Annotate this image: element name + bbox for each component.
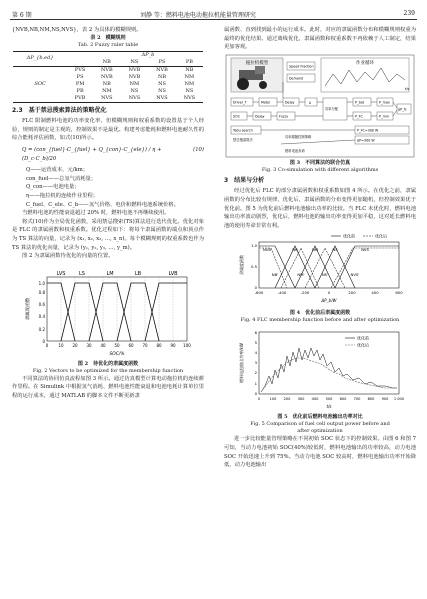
- svg-text:Demand: Demand: [289, 76, 303, 81]
- svg-text:NB': NB': [271, 272, 279, 278]
- curves-after: [259, 248, 399, 288]
- fig2-caption-en: Fig. 2 Vectors to be optimized for the membership function: [32, 367, 184, 374]
- intro-text: {NVB,NB,NM,NS,NVS}，表 2 为具体的模糊规则。: [12, 27, 142, 33]
- plot-frame: [259, 242, 399, 288]
- table-group-head: ΔP_b: [93, 51, 203, 59]
- svg-text:200: 200: [348, 290, 356, 296]
- variable-def: C_fuel、C_ele、C_b——氢气价格、电价和燃料电池系统价格。: [26, 201, 179, 208]
- fig4-caption: 图 4 优化前后隶属度函数: [289, 310, 351, 317]
- svg-text:6: 6: [254, 330, 257, 336]
- equation: [12, 146, 204, 163]
- paragraph: 经过优化后 FLC 的部分隶属函数和权重系数如图 4 所示。在优化之前，隶属函数的分布比较有规律，优化后，隶属函数的分布变得更加随机，但控制效果优于优化前。图 5 为优化前后燃料电池输出功率的比较。当 FLC 未优化时，燃料电池输出功率波动剧烈，优化后，燃料电池的输出功率变得更加平稳，这对延长燃料电池的使用寿命非常有利。: [224, 188, 416, 229]
- svg-text:0.6: 0.6: [38, 301, 45, 307]
- svg-text:600: 600: [339, 397, 347, 402]
- table-cell: NS: [130, 87, 139, 94]
- svg-text:400: 400: [311, 397, 319, 402]
- svg-text:Tabu search: Tabu search: [233, 128, 253, 133]
- table-cell: NVS: [148, 95, 176, 103]
- svg-text:60: 60: [128, 342, 134, 348]
- svg-text:P_max: P_max: [379, 100, 390, 105]
- svg-text:Speed Fraction: Speed Fraction: [289, 64, 314, 69]
- table-cell: NB: [185, 66, 194, 73]
- svg-text:0: 0: [327, 290, 331, 296]
- svg-text:μ: μ: [309, 100, 312, 105]
- svg-text:Driver_T: Driver_T: [233, 100, 247, 105]
- fc-power-comparison-figure: [235, 326, 405, 412]
- x-axis-label: SOC/%: [109, 351, 125, 357]
- equation-body: Q = (con_{fuel}·C_{fuel} + Q_{con}·C_{ele}) / η + (D_c·C_b)/20: [22, 146, 162, 162]
- table-row: [13, 74, 203, 81]
- svg-text:30: 30: [86, 342, 92, 348]
- variable-def: Q_con——电池电量；: [26, 184, 80, 191]
- t-axis-label: t/s: [405, 86, 410, 91]
- table-cell: NVS: [121, 95, 149, 103]
- svg-text:800: 800: [367, 397, 375, 402]
- svg-text:功率跟随控制策略: 功率跟随控制策略: [285, 134, 312, 139]
- y-axis-label: 隶属度函数: [239, 255, 244, 276]
- svg-text:0: 0: [45, 342, 49, 348]
- y-axis-label: 燃料电池输出功率/kW: [239, 343, 244, 384]
- svg-text:NS: NS: [332, 247, 338, 253]
- table-cell: NVB: [156, 66, 168, 73]
- paragraph: 图 2 为隶属函数待优化的向量的位置。: [22, 253, 114, 260]
- section-heading: 3 结果与分析: [224, 176, 265, 184]
- svg-text:700: 700: [353, 397, 361, 402]
- svg-text:0.5: 0.5: [250, 264, 257, 270]
- y-axis-label: 隶属度函数: [26, 297, 31, 320]
- fig5-caption-en: Fig. 5 Comparison of fuel cell output power before and: [250, 421, 390, 428]
- variable-list: [12, 166, 204, 209]
- y-ticks: [255, 330, 258, 396]
- table-cell: NM: [184, 73, 195, 80]
- svg-text:SOC: SOC: [233, 114, 240, 119]
- svg-text:4: 4: [254, 350, 257, 356]
- fig5-caption: 图 5 优化前后燃料电池输出功率对比: [277, 414, 363, 421]
- table-row-head: PS: [76, 73, 84, 80]
- svg-text:200: 200: [283, 397, 291, 402]
- table-row: [13, 66, 203, 74]
- table-cell: NM: [184, 80, 195, 87]
- svg-text:20: 20: [72, 342, 78, 348]
- table-row-head: PVS: [74, 66, 86, 73]
- section-heading: 2.3 基于禁忌搜索算法的策略优化: [12, 106, 107, 114]
- svg-text:NB: NB: [292, 247, 298, 253]
- variable-def: con_fuel——总氢气消耗量；: [26, 175, 97, 182]
- svg-text:Motor: Motor: [261, 100, 271, 105]
- table-row: [13, 88, 203, 95]
- svg-text:900: 900: [381, 397, 389, 402]
- running-title: 刘静 等：燃料电池电动拖拉机能量管理研究: [140, 12, 256, 19]
- table2-title-en: Tab. 2 Fuzzy ruler table: [77, 41, 139, 48]
- svg-text:300: 300: [297, 397, 305, 402]
- vector-guides: [61, 277, 173, 341]
- table2-title: 表 2 模糊规则: [90, 34, 126, 41]
- svg-text:NVB: NVB: [262, 247, 272, 253]
- page-number: 239: [403, 10, 415, 17]
- svg-text:P_FC=300 W: P_FC=300 W: [357, 128, 379, 133]
- variable-def: η——拖拉机的连续作业里程；: [26, 192, 99, 199]
- work-cycle-label: 作业循环: [356, 60, 374, 66]
- left-column: [12, 26, 204, 400]
- svg-text:100: 100: [269, 397, 277, 402]
- svg-text:400: 400: [371, 290, 379, 296]
- table-row-head: PVB: [67, 95, 93, 103]
- table-row: [13, 95, 203, 103]
- svg-text:NVS': NVS': [350, 272, 360, 278]
- svg-text:100: 100: [183, 342, 191, 348]
- table-cell: NVB: [100, 73, 113, 80]
- table-row-head: PM: [75, 80, 85, 87]
- legend-after: 优化后: [375, 233, 387, 239]
- svg-text:70: 70: [142, 342, 148, 348]
- svg-text:NVS: NVS: [361, 247, 369, 253]
- table-col-head: NB: [93, 59, 121, 67]
- mf-label: LB: [134, 270, 142, 277]
- svg-text:P_bat: P_bat: [355, 100, 365, 105]
- mf-label: LM: [106, 270, 114, 277]
- table-col-head: NS: [121, 59, 149, 67]
- svg-text:0.4: 0.4: [38, 313, 45, 319]
- fig4-caption-en: Fig. 4 FLC membership function before and after optimization: [240, 317, 400, 324]
- svg-text:1.0: 1.0: [250, 243, 257, 249]
- x-ticks: [255, 290, 404, 295]
- table-cell: NM: [102, 87, 112, 94]
- svg-text:NS': NS': [321, 272, 329, 278]
- table-col-head: PB: [176, 59, 203, 67]
- svg-text:40: 40: [100, 342, 106, 348]
- x-axis-label: t/s: [326, 404, 332, 410]
- paragraph: 将式(10)作为全局优化函数，采用禁忌搜索(TS)算法进行迭代优化。优化对象是 FLC 的隶属函数和权重系数。优化过程如下：将每个隶属函数的端点和顶点作为 TS 算法的向量，记录为 (x₁, x₂, x₃, …, x_n)。每个模糊规则的权重系数也作为 TS 算法的优化向量，记录为 (y₁, y₂, y₃, …, y_m)。: [12, 218, 204, 251]
- paragraph: 不同算法的协同仿真流程如图 3 所示。通过仿真模型计算电动拖拉机的连续耕作里程。在 Simulink 中根据氢气消耗、燃料电池性能衰退和电池电耗计算单位里程的运行成本，通过 MATLAB 的脚本文件不断更新隶: [12, 375, 204, 399]
- page-header: [10, 8, 417, 20]
- paragraph: 当燃料电池的性能衰退超过 20% 时，燃料电池不再继续使用。: [22, 210, 170, 217]
- cosimulation-diagram: [225, 54, 415, 158]
- svg-text:1: 1: [254, 381, 257, 387]
- x-ticks: [46, 343, 192, 348]
- svg-text:-400: -400: [277, 290, 287, 296]
- table-cell: NS: [158, 87, 166, 94]
- right-column: [224, 26, 416, 470]
- x-ticks: [258, 397, 405, 401]
- membership-vector-figure: [23, 263, 193, 359]
- legend-after: 优化后: [357, 342, 369, 348]
- table-cell: NVS: [93, 95, 121, 103]
- tractor-model-label: 拖拉机模型: [245, 60, 269, 66]
- svg-text:5: 5: [254, 340, 257, 346]
- fig3-caption: 图 3 不同算法的联合仿真: [289, 159, 351, 166]
- svg-text:Delay: Delay: [255, 114, 265, 119]
- svg-text:0.8: 0.8: [38, 289, 45, 295]
- svg-text:ΔP=300 W: ΔP=300 W: [357, 138, 375, 143]
- legend-before: 优化前: [357, 335, 369, 341]
- table-cell: NM: [129, 80, 140, 87]
- bottom-mf-labels: [272, 272, 360, 277]
- curves-before: [259, 246, 399, 288]
- svg-text:0: 0: [257, 397, 261, 402]
- table-cell: NVB: [128, 73, 141, 80]
- svg-text:功率分配: 功率分配: [325, 106, 339, 111]
- fuzzy-rule-table: [13, 51, 203, 103]
- legend-before: 优化前: [343, 233, 355, 239]
- svg-text:1.0: 1.0: [38, 280, 45, 286]
- svg-text:2: 2: [254, 370, 257, 376]
- svg-text:P_min: P_min: [379, 114, 389, 119]
- table-cell: NS: [158, 80, 166, 87]
- y-ticks: [39, 281, 46, 344]
- y-ticks: [251, 243, 258, 290]
- fig3-caption-en: Fig. 3 Co-simulation with different algorithms: [261, 166, 379, 173]
- table-cell: NVB: [128, 66, 141, 73]
- svg-text:50: 50: [114, 342, 120, 348]
- svg-text:500: 500: [325, 397, 333, 402]
- table-corner: ΔP_{b,ed}: [13, 51, 67, 66]
- table-cell: NB: [102, 80, 111, 87]
- table-cell: NS: [185, 87, 194, 94]
- fig5-caption-en-2: after optimization: [297, 428, 343, 435]
- x-axis-label: ΔP_b/W: [321, 298, 337, 304]
- plot-frame: [259, 332, 399, 394]
- svg-text:NM: NM: [311, 247, 319, 253]
- svg-text:禁忌搜索算法: 禁忌搜索算法: [233, 137, 253, 142]
- svg-text:1 000: 1 000: [393, 397, 405, 402]
- svg-text:10: 10: [58, 342, 64, 348]
- mf-label: LS: [79, 270, 85, 277]
- svg-text:0: 0: [254, 391, 257, 397]
- svg-text:3: 3: [254, 360, 257, 366]
- table-cell: NVS: [176, 95, 203, 103]
- paragraph: 属函数、直到找到最小的运行成本。此时，对应的隶属函数分布和模糊规则权重为最终的优化结果。通过离线优化，隶属函数和权重系数不再依赖于人工制定，结果更加客观。: [224, 27, 416, 51]
- table-col-head: PS: [148, 59, 176, 67]
- table-row-head: PB: [76, 87, 84, 94]
- paragraph: 进一步比较能量管理策略在不同初始 SOC 状态下的控制效果。由图 6 和图 7 可知，当动力电池初始 SOC(40%)较低时，燃料电池输出的功率较高，动力电池 SOC 开始迅速上升到 75%。当动力电池 SOC 较高时，燃料电池输出功率开始降低，动力电池输出: [224, 436, 416, 469]
- paragraph: FLC 限制燃料电池的功率变化率，但模糊规则和权重系数的设置基于个人经验，规则的制定是主观的，控制效果不是最优。构建考虑能耗和燃料电池耐久性的综合能耗评估函数，如式(10)所示。: [12, 118, 204, 142]
- svg-text:0: 0: [42, 338, 45, 344]
- svg-text:P_FC: P_FC: [355, 114, 363, 119]
- table-row: [13, 81, 203, 88]
- svg-text:600: 600: [395, 290, 403, 296]
- equation-number: (10): [193, 146, 204, 153]
- svg-text:燃料电池寿命: 燃料电池寿命: [285, 148, 305, 153]
- svg-text:Fuzzy: Fuzzy: [279, 114, 289, 119]
- svg-text:-600: -600: [254, 290, 264, 296]
- svg-text:0: 0: [254, 285, 257, 291]
- variable-def: Q——运营成本，元/km；: [26, 167, 89, 174]
- svg-text:Delay: Delay: [285, 100, 295, 105]
- power-after-trace: [261, 358, 397, 392]
- power-before-trace: [261, 348, 397, 392]
- soc-label: SOC: [34, 80, 46, 87]
- svg-text:-200: -200: [300, 290, 310, 296]
- svg-text:80: 80: [156, 342, 162, 348]
- membership-comparison-figure: [235, 232, 405, 308]
- issue-number: 第 6 期: [12, 12, 32, 19]
- table-cell: NVB: [100, 66, 113, 73]
- mf-label: LVB: [168, 270, 178, 277]
- svg-text:0.2: 0.2: [38, 326, 45, 332]
- table-cell: NB: [157, 73, 167, 80]
- svg-text:90: 90: [170, 342, 176, 348]
- mf-label: LVS: [56, 270, 66, 277]
- fig2-caption: 图 2 待优化的隶属度函数: [77, 360, 139, 367]
- svg-text:NM': NM': [297, 272, 305, 278]
- svg-text:ΔP_fc: ΔP_fc: [398, 107, 407, 112]
